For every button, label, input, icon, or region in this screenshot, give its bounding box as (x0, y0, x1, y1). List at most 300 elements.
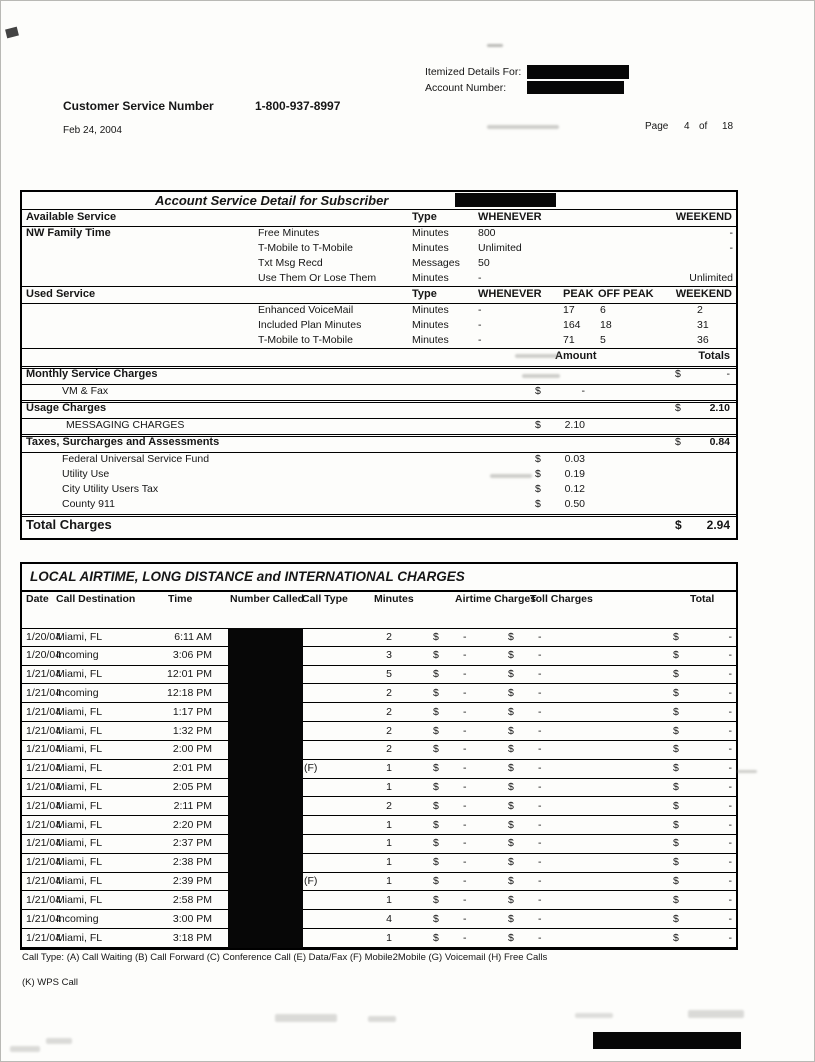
currency-symbol: $ (508, 799, 514, 812)
col-header-number-called: Number Called (230, 593, 305, 605)
type-column-label: Type (412, 211, 437, 223)
call-row (22, 910, 736, 929)
currency-symbol: $ (508, 781, 514, 793)
call-destination: Miami, FL (56, 875, 103, 888)
call-row (22, 779, 736, 798)
call-date: 1/21/04 (26, 762, 62, 775)
airtime-charge: - (463, 912, 467, 925)
call-table-title: LOCAL AIRTIME, LONG DISTANCE and INTERNATIONAL CHARGES (30, 569, 465, 584)
call-minutes: 1 (386, 875, 392, 888)
whenever-value: 800 (478, 227, 496, 239)
currency-symbol: $ (673, 668, 679, 681)
call-date: 1/21/04 (26, 743, 62, 756)
currency-symbol: $ (433, 931, 439, 944)
toll-charge: - (538, 781, 542, 793)
service-name: Use Them Or Lose Them (258, 272, 377, 284)
call-row (22, 647, 736, 666)
redaction-bar-bottom (593, 1032, 741, 1049)
service-name: Enhanced VoiceMail (258, 304, 354, 316)
call-destination: Miami, FL (56, 668, 103, 681)
currency-symbol: $ (535, 453, 541, 465)
call-destination: Miami, FL (56, 705, 103, 718)
scan-smudge (368, 1016, 396, 1022)
offpeak-value: 5 (600, 334, 606, 346)
service-name: Included Plan Minutes (258, 319, 362, 331)
whenever-column-label: WHENEVER (478, 288, 542, 300)
currency-symbol: $ (508, 818, 514, 831)
call-time: 12:01 PM (167, 668, 212, 681)
charge-item-name: VM & Fax (62, 385, 109, 397)
charge-item-amount: 2.10 (564, 419, 585, 431)
service-name: Free Minutes (258, 227, 320, 239)
call-destination: Miami, FL (56, 762, 103, 775)
total-charge: - (728, 893, 732, 906)
call-minutes: 4 (386, 912, 392, 925)
currency-symbol: $ (675, 518, 682, 532)
currency-symbol: $ (433, 649, 439, 662)
call-time: 2:39 PM (172, 875, 212, 888)
toll-charge: - (538, 630, 542, 643)
call-destination: Miami, FL (56, 743, 103, 756)
total-charge: - (728, 762, 732, 775)
col-header-time: Time (168, 593, 193, 605)
charge-item-amount: 0.03 (564, 453, 585, 465)
col-header-toll-charges: Toll Charges (530, 593, 593, 605)
scan-smudge (522, 374, 560, 378)
peak-value: 71 (563, 334, 575, 346)
toll-charge: - (538, 668, 542, 681)
tax-item-row (22, 452, 736, 467)
page-label: Page (645, 121, 669, 132)
call-time: 2:01 PM (172, 762, 212, 775)
currency-symbol: $ (675, 436, 681, 448)
scan-smudge (487, 125, 559, 129)
call-row (22, 741, 736, 760)
call-minutes: 5 (386, 668, 392, 681)
currency-symbol: $ (433, 762, 439, 775)
call-time: 2:20 PM (172, 818, 212, 831)
call-minutes: 2 (386, 630, 392, 643)
currency-symbol: $ (508, 837, 514, 850)
total-charge: - (728, 818, 732, 831)
totals-column-label: Totals (698, 350, 730, 362)
currency-symbol: $ (508, 912, 514, 925)
airtime-charge: - (463, 781, 467, 793)
call-date: 1/20/04 (26, 649, 62, 662)
available-row (22, 241, 736, 256)
currency-symbol: $ (673, 912, 679, 925)
toll-charge: - (538, 799, 542, 812)
charge-item-name: Federal Universal Service Fund (62, 453, 210, 465)
call-destination: Miami, FL (56, 818, 103, 831)
currency-symbol: $ (673, 724, 679, 737)
call-destination: Miami, FL (56, 799, 103, 812)
total-charge: - (728, 875, 732, 888)
airtime-charge: - (463, 630, 467, 643)
call-date: 1/21/04 (26, 724, 62, 737)
service-name: T-Mobile to T-Mobile (258, 242, 353, 254)
currency-symbol: $ (535, 385, 541, 397)
call-minutes: 2 (386, 686, 392, 699)
call-detail-table (20, 562, 738, 950)
total-charge: - (728, 724, 732, 737)
page-of-label: of (699, 121, 708, 132)
call-destination: Incoming (56, 686, 99, 699)
tax-item-row (22, 467, 736, 482)
toll-charge: - (538, 686, 542, 699)
call-minutes: 1 (386, 837, 392, 850)
currency-symbol: $ (433, 893, 439, 906)
call-minutes: 1 (386, 762, 392, 775)
total-charge: - (728, 686, 732, 699)
airtime-charge: - (463, 875, 467, 888)
account-detail-title: Account Service Detail for Subscriber (155, 193, 389, 208)
currency-symbol: $ (673, 686, 679, 699)
used-row (22, 318, 736, 333)
call-minutes: 1 (386, 893, 392, 906)
redaction-subscriber (455, 193, 556, 207)
currency-symbol: $ (535, 498, 541, 510)
airtime-charge: - (463, 837, 467, 850)
currency-symbol: $ (673, 818, 679, 831)
offpeak-value: 6 (600, 304, 606, 316)
charge-item-name: City Utility Users Tax (62, 483, 159, 495)
col-header-call-type: Call Type (302, 593, 348, 605)
toll-charge: - (538, 743, 542, 756)
service-type: Minutes (412, 227, 449, 239)
currency-symbol: $ (433, 668, 439, 681)
call-date: 1/21/04 (26, 686, 62, 699)
call-minutes: 2 (386, 743, 392, 756)
total-charge: - (728, 799, 732, 812)
call-time: 2:05 PM (172, 781, 212, 793)
weekend-value: 2 (697, 304, 703, 316)
call-row (22, 854, 736, 873)
currency-symbol: $ (508, 686, 514, 699)
call-destination: Miami, FL (56, 837, 103, 850)
col-header-date: Date (26, 593, 49, 605)
scan-smudge (490, 474, 532, 478)
charge-section-row (22, 400, 736, 419)
total-charge: - (728, 668, 732, 681)
service-name: T-Mobile to T-Mobile (258, 334, 353, 346)
call-time: 3:06 PM (172, 649, 212, 662)
charge-item-name: County 911 (62, 498, 115, 510)
call-row (22, 873, 736, 892)
whenever-column-label: WHENEVER (478, 211, 542, 223)
currency-symbol: $ (433, 630, 439, 643)
currency-symbol: $ (508, 705, 514, 718)
scan-smudge (46, 1038, 72, 1044)
charge-section-total: 0.84 (709, 436, 730, 448)
scan-smudge (275, 1014, 337, 1022)
call-row (22, 722, 736, 741)
whenever-value: Unlimited (478, 242, 522, 254)
whenever-value: 50 (478, 257, 490, 269)
currency-symbol: $ (673, 893, 679, 906)
call-time: 2:38 PM (172, 856, 212, 869)
currency-symbol: $ (535, 483, 541, 495)
call-rows (22, 628, 736, 948)
whenever-value: - (478, 319, 482, 331)
scan-smudge (575, 1013, 613, 1018)
service-type: Minutes (412, 272, 449, 284)
call-type-legend: Call Type: (A) Call Waiting (B) Call Forward (C) Conference Call (E) Data/Fax (F) Mobile2Mobile (G) Voicemail (H) Free Calls (22, 952, 548, 963)
redaction-itemized-value (527, 65, 629, 79)
call-row (22, 797, 736, 816)
currency-symbol: $ (433, 818, 439, 831)
charge-section-total: - (726, 368, 730, 380)
airtime-charge: - (463, 705, 467, 718)
currency-symbol: $ (508, 931, 514, 944)
total-charge: - (728, 856, 732, 869)
tax-item-row (22, 482, 736, 497)
total-charge: - (728, 837, 732, 850)
total-charge: - (728, 781, 732, 793)
currency-symbol: $ (673, 705, 679, 718)
used-service-label: Used Service (26, 288, 96, 300)
toll-charge: - (538, 875, 542, 888)
itemized-details-label: Itemized Details For: (425, 66, 522, 78)
account-detail-title-row (22, 192, 736, 210)
currency-symbol: $ (673, 875, 679, 888)
toll-charge: - (538, 649, 542, 662)
toll-charge: - (538, 724, 542, 737)
scan-smudge (487, 44, 503, 47)
call-destination: Miami, FL (56, 931, 103, 944)
weekend-column-label: WEEKEND (675, 288, 732, 300)
col-header-destination: Call Destination (56, 593, 136, 605)
airtime-charge: - (463, 931, 467, 944)
currency-symbol: $ (673, 649, 679, 662)
currency-symbol: $ (673, 856, 679, 869)
call-row (22, 684, 736, 703)
call-date: 1/21/04 (26, 931, 62, 944)
redaction-number-called (228, 628, 303, 948)
currency-symbol: $ (508, 649, 514, 662)
service-type: Minutes (412, 242, 449, 254)
currency-symbol: $ (508, 893, 514, 906)
call-table-title-row (22, 564, 736, 592)
customer-service-label: Customer Service Number (63, 99, 214, 113)
call-date: 1/21/04 (26, 705, 62, 718)
airtime-charge: - (463, 743, 467, 756)
call-date: 1/21/04 (26, 799, 62, 812)
call-time: 1:32 PM (172, 724, 212, 737)
call-destination: Miami, FL (56, 893, 103, 906)
airtime-charge: - (463, 649, 467, 662)
total-charges-row (22, 514, 736, 536)
currency-symbol: $ (673, 799, 679, 812)
call-date: 1/21/04 (26, 893, 62, 906)
call-minutes: 1 (386, 818, 392, 831)
currency-symbol: $ (433, 724, 439, 737)
currency-symbol: $ (433, 743, 439, 756)
call-type: (F) (304, 762, 318, 775)
total-charge: - (728, 912, 732, 925)
call-minutes: 1 (386, 931, 392, 944)
offpeak-column-label: OFF PEAK (598, 288, 654, 300)
call-destination: Incoming (56, 912, 99, 925)
call-table-header-row (22, 590, 736, 629)
call-destination: Miami, FL (56, 724, 103, 737)
call-date: 1/21/04 (26, 837, 62, 850)
total-charge: - (728, 931, 732, 944)
peak-column-label: PEAK (563, 288, 594, 300)
service-type: Minutes (412, 304, 449, 316)
currency-symbol: $ (433, 912, 439, 925)
currency-symbol: $ (673, 743, 679, 756)
toll-charge: - (538, 818, 542, 831)
available-service-label: Available Service (26, 211, 117, 223)
call-destination: Miami, FL (56, 781, 103, 793)
airtime-charge: - (463, 724, 467, 737)
call-destination: Miami, FL (56, 630, 103, 643)
weekend-value: - (729, 242, 733, 254)
col-header-minutes: Minutes (374, 593, 414, 605)
call-time: 3:00 PM (172, 912, 212, 925)
toll-charge: - (538, 912, 542, 925)
charge-item-amount: 0.50 (564, 498, 585, 510)
charge-section-total: 2.10 (709, 402, 730, 414)
service-type: Minutes (412, 319, 449, 331)
weekend-value: 36 (697, 334, 709, 346)
charge-section-row (22, 366, 736, 385)
airtime-charge: - (463, 893, 467, 906)
statement-date: Feb 24, 2004 (63, 125, 122, 136)
scan-smudge (10, 1046, 40, 1052)
call-destination: Incoming (56, 649, 99, 662)
currency-symbol: $ (673, 837, 679, 850)
amount-column-label: Amount (555, 350, 597, 362)
scan-artifact (5, 27, 19, 39)
used-row (22, 333, 736, 349)
whenever-value: - (478, 304, 482, 316)
total-charge: - (728, 743, 732, 756)
call-row (22, 835, 736, 854)
call-date: 1/20/04 (26, 630, 62, 643)
scan-smudge (688, 1010, 744, 1018)
service-name: Txt Msg Recd (258, 257, 323, 269)
call-date: 1/21/04 (26, 781, 62, 793)
call-time: 12:18 PM (167, 686, 212, 699)
call-minutes: 2 (386, 724, 392, 737)
currency-symbol: $ (433, 686, 439, 699)
account-service-detail-table (20, 190, 738, 540)
total-charge: - (728, 649, 732, 662)
total-charges-label: Total Charges (26, 517, 112, 532)
airtime-charge: - (463, 856, 467, 869)
airtime-charge: - (463, 668, 467, 681)
call-minutes: 1 (386, 856, 392, 869)
account-number-label: Account Number: (425, 82, 507, 94)
call-date: 1/21/04 (26, 856, 62, 869)
charge-section-name: Taxes, Surcharges and Assessments (26, 436, 220, 448)
charge-section-name: Usage Charges (26, 402, 107, 414)
charge-item-name: Utility Use (62, 468, 110, 480)
currency-symbol: $ (673, 781, 679, 793)
col-header-airtime-charges: Airtime Charges (455, 593, 537, 605)
wps-call-legend: (K) WPS Call (22, 977, 78, 988)
toll-charge: - (538, 856, 542, 869)
charge-item-name: MESSAGING CHARGES (66, 419, 185, 431)
peak-value: 164 (563, 319, 581, 331)
call-time: 3:18 PM (172, 931, 212, 944)
plan-name: NW Family Time (26, 227, 111, 239)
currency-symbol: $ (433, 705, 439, 718)
currency-symbol: $ (508, 724, 514, 737)
type-column-label: Type (412, 288, 437, 300)
call-time: 1:17 PM (172, 705, 212, 718)
currency-symbol: $ (508, 856, 514, 869)
weekend-value: - (729, 227, 733, 239)
call-time: 2:37 PM (172, 837, 212, 850)
redaction-account-number (527, 81, 624, 94)
peak-value: 17 (563, 304, 575, 316)
call-row (22, 760, 736, 779)
toll-charge: - (538, 893, 542, 906)
call-time: 2:58 PM (172, 893, 212, 906)
call-date: 1/21/04 (26, 818, 62, 831)
call-type: (F) (304, 875, 318, 888)
weekend-value: 31 (697, 319, 709, 331)
customer-service-number: 1-800-937-8997 (255, 99, 341, 113)
page-total: 18 (722, 121, 734, 132)
call-date: 1/21/04 (26, 875, 62, 888)
currency-symbol: $ (675, 368, 681, 380)
available-row (22, 226, 736, 241)
available-row (22, 256, 736, 271)
airtime-charge: - (463, 818, 467, 831)
call-row (22, 666, 736, 685)
call-time: 6:11 AM (174, 630, 212, 643)
call-minutes: 2 (386, 705, 392, 718)
airtime-charge: - (463, 762, 467, 775)
call-date: 1/21/04 (26, 668, 62, 681)
used-service-header-row (22, 286, 736, 304)
call-row (22, 628, 736, 647)
call-row (22, 891, 736, 910)
used-row (22, 303, 736, 318)
toll-charge: - (538, 837, 542, 850)
call-date: 1/21/04 (26, 912, 62, 925)
call-minutes: 3 (386, 649, 392, 662)
offpeak-value: 18 (600, 319, 612, 331)
call-time: 2:00 PM (172, 743, 212, 756)
call-row (22, 703, 736, 722)
service-type: Minutes (412, 334, 449, 346)
currency-symbol: $ (673, 630, 679, 643)
charge-item-amount: 0.19 (564, 468, 585, 480)
scan-smudge (737, 770, 757, 773)
scan-smudge (515, 354, 559, 358)
total-charges-amount: 2.94 (706, 518, 730, 532)
weekend-value: Unlimited (689, 272, 733, 284)
currency-symbol: $ (508, 762, 514, 775)
call-row (22, 816, 736, 835)
weekend-column-label: WEEKEND (675, 211, 732, 223)
charge-item-amount: - (581, 385, 585, 397)
airtime-charge: - (463, 686, 467, 699)
currency-symbol: $ (508, 668, 514, 681)
page-current: 4 (684, 121, 690, 132)
whenever-value: - (478, 272, 482, 284)
currency-symbol: $ (433, 856, 439, 869)
currency-symbol: $ (675, 402, 681, 414)
charge-item-amount: 0.12 (564, 483, 585, 495)
total-charge: - (728, 630, 732, 643)
call-time: 2:11 PM (173, 799, 212, 812)
